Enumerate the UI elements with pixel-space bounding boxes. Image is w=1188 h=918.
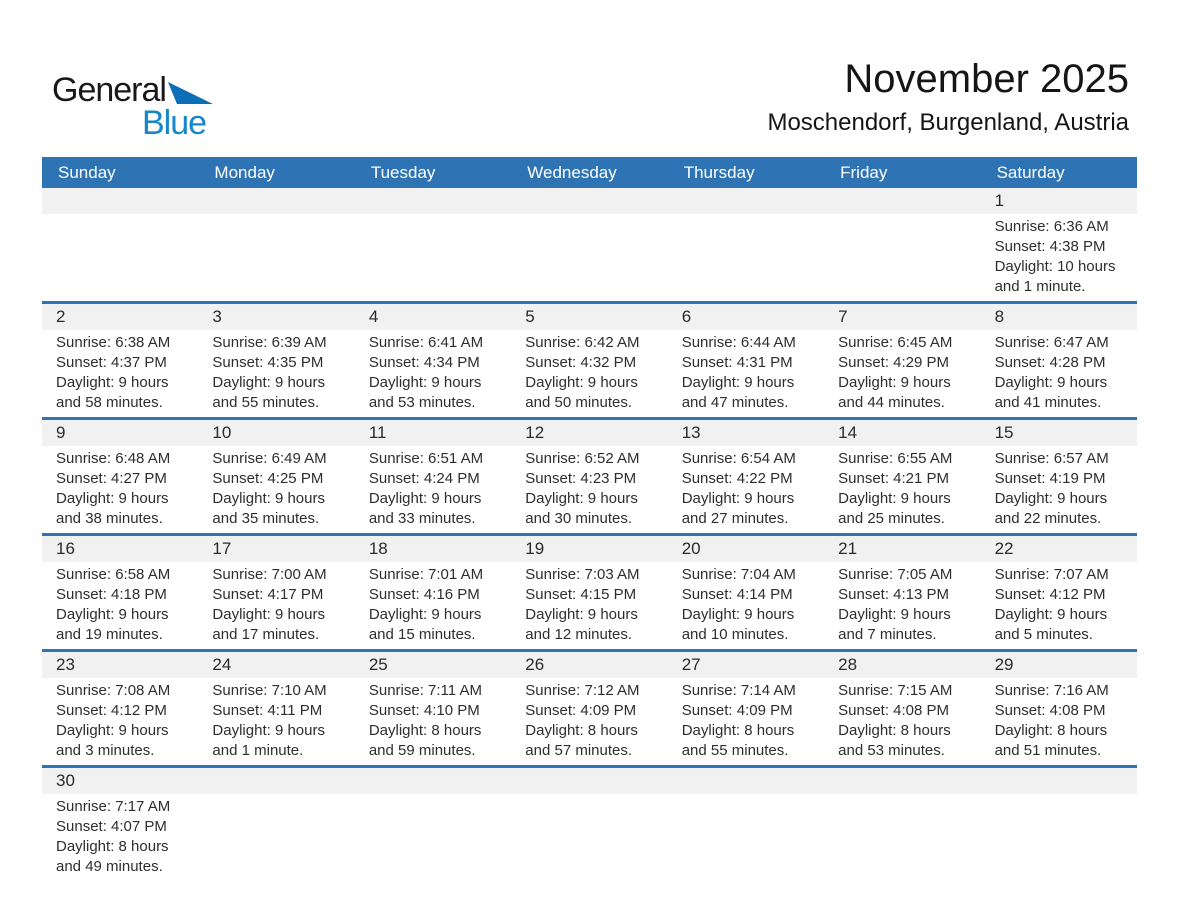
calendar-day-cell-24	[198, 652, 354, 765]
day-details	[198, 330, 354, 417]
day-info-line: Daylight: 9 hours	[212, 490, 325, 507]
day-details	[668, 330, 824, 417]
day-number	[355, 768, 511, 794]
day-info-line: and 50 minutes.	[525, 394, 633, 411]
day-info-line: Sunset: 4:37 PM	[56, 354, 167, 371]
calendar-empty-cell	[511, 188, 667, 301]
day-info-line: and 5 minutes.	[994, 626, 1093, 643]
day-number: 6	[668, 304, 824, 330]
day-info-line: Daylight: 8 hours	[681, 722, 795, 739]
day-info-line: Sunset: 4:17 PM	[212, 586, 324, 603]
day-details	[824, 446, 980, 533]
calendar-day-cell-27	[668, 652, 824, 765]
day-details	[824, 214, 980, 291]
day-info-line: and 35 minutes.	[212, 510, 320, 527]
day-info-line: Sunrise: 7:05 AM	[838, 566, 953, 583]
calendar-day-cell-17	[198, 536, 354, 649]
calendar-day-cell-11	[355, 420, 511, 533]
calendar-empty-cell	[668, 768, 824, 891]
day-number	[511, 188, 667, 214]
calendar-day-cell-13	[668, 420, 824, 533]
calendar-empty-cell	[824, 768, 980, 891]
day-info-line: Sunset: 4:09 PM	[681, 702, 793, 719]
calendar-day-cell-21	[824, 536, 980, 649]
weekday-header-wednesday: Wednesday	[527, 162, 617, 182]
day-info-line: and 17 minutes.	[212, 626, 320, 643]
day-info-line: Sunrise: 6:52 AM	[525, 450, 640, 467]
day-details	[355, 446, 511, 533]
weekday-header-saturday: Saturday	[996, 162, 1065, 182]
day-info-line: Daylight: 9 hours	[681, 374, 795, 391]
day-info-line: Daylight: 9 hours	[212, 374, 325, 391]
day-number: 3	[198, 304, 354, 330]
day-details	[981, 214, 1137, 301]
day-info-line: Daylight: 9 hours	[525, 374, 638, 391]
day-info-line: Sunset: 4:15 PM	[525, 586, 637, 603]
day-info-line: Sunset: 4:16 PM	[368, 586, 480, 603]
day-details	[511, 446, 667, 533]
calendar-day-cell-18	[355, 536, 511, 649]
day-info-line: Daylight: 8 hours	[525, 722, 638, 739]
day-info-line: and 38 minutes.	[56, 510, 163, 527]
calendar-day-cell-10	[198, 420, 354, 533]
day-details	[355, 678, 511, 765]
calendar-day-cell-30	[42, 768, 198, 891]
day-number: 24	[198, 652, 354, 678]
calendar-day-cell-22	[981, 536, 1137, 649]
day-number	[355, 188, 511, 214]
day-info-line: and 15 minutes.	[368, 626, 476, 643]
weekday-header-monday: Monday	[214, 162, 275, 182]
day-details	[198, 214, 354, 291]
day-info-line: Sunrise: 6:47 AM	[994, 334, 1109, 351]
day-number	[824, 188, 980, 214]
day-info-line: Sunset: 4:12 PM	[994, 586, 1106, 603]
day-info-line: Sunset: 4:27 PM	[56, 470, 167, 487]
calendar-empty-cell	[198, 188, 354, 301]
day-number	[511, 768, 667, 794]
day-info-line: Daylight: 9 hours	[56, 374, 169, 391]
day-info-line: Daylight: 9 hours	[838, 490, 951, 507]
day-details	[511, 330, 667, 417]
day-info-line: Sunset: 4:35 PM	[212, 354, 324, 371]
calendar-day-cell-1	[981, 188, 1137, 301]
day-info-line: Sunrise: 7:10 AM	[212, 682, 327, 699]
weekday-header-tuesday: Tuesday	[370, 162, 436, 182]
day-number: 9	[42, 420, 198, 446]
day-info-line: Sunset: 4:11 PM	[212, 702, 323, 719]
calendar-day-cell-15	[981, 420, 1137, 533]
page-subtitle: Moschendorf, Burgenland, Austria	[767, 109, 1129, 136]
calendar-day-cell-29	[981, 652, 1137, 765]
day-details	[511, 794, 667, 891]
calendar-week-row-5	[42, 649, 1137, 765]
day-details	[42, 562, 198, 649]
calendar-day-cell-8	[981, 304, 1137, 417]
day-number: 14	[824, 420, 980, 446]
day-info-line: Sunset: 4:10 PM	[368, 702, 480, 719]
calendar-week-row-1	[42, 188, 1137, 301]
calendar-week-row-6	[42, 765, 1137, 891]
day-number: 12	[511, 420, 667, 446]
day-info-line: and 47 minutes.	[681, 394, 789, 411]
day-info-line: and 3 minutes.	[56, 742, 155, 759]
day-details	[198, 794, 354, 891]
day-details	[824, 330, 980, 417]
day-info-line: Daylight: 9 hours	[56, 722, 169, 739]
day-info-line: and 57 minutes.	[525, 742, 633, 759]
day-info-line: Sunset: 4:31 PM	[681, 354, 793, 371]
day-details	[824, 794, 980, 891]
day-details	[981, 794, 1137, 891]
day-info-line: Daylight: 9 hours	[994, 606, 1108, 623]
day-info-line: Sunset: 4:23 PM	[525, 470, 637, 487]
day-number: 4	[355, 304, 511, 330]
day-info-line: Sunrise: 7:17 AM	[56, 798, 171, 815]
day-info-line: Daylight: 9 hours	[838, 606, 951, 623]
day-info-line: Sunset: 4:38 PM	[994, 238, 1106, 255]
day-number: 28	[824, 652, 980, 678]
calendar-table	[42, 157, 1137, 891]
day-info-line: Sunrise: 6:49 AM	[212, 450, 327, 467]
day-info-line: Sunrise: 7:12 AM	[525, 682, 640, 699]
day-info-line: Daylight: 9 hours	[681, 490, 795, 507]
logo-text-blue: Blue	[142, 104, 207, 142]
day-info-line: Sunrise: 7:16 AM	[994, 682, 1109, 699]
day-info-line: Sunset: 4:32 PM	[525, 354, 637, 371]
day-details	[42, 678, 198, 765]
day-number: 13	[668, 420, 824, 446]
day-info-line: and 27 minutes.	[681, 510, 789, 527]
day-number: 23	[42, 652, 198, 678]
day-details	[511, 214, 667, 291]
day-details	[668, 678, 824, 765]
day-number: 15	[981, 420, 1137, 446]
calendar-day-cell-3	[198, 304, 354, 417]
day-number: 22	[981, 536, 1137, 562]
day-info-line: Sunrise: 6:48 AM	[56, 450, 171, 467]
calendar-day-cell-12	[511, 420, 667, 533]
calendar-weeks	[42, 188, 1137, 891]
day-number	[198, 188, 354, 214]
day-info-line: and 51 minutes.	[994, 742, 1102, 759]
day-number: 25	[355, 652, 511, 678]
calendar-empty-cell	[42, 188, 198, 301]
day-info-line: and 30 minutes.	[525, 510, 633, 527]
calendar-day-cell-2	[42, 304, 198, 417]
day-number: 1	[981, 188, 1137, 214]
calendar-empty-cell	[824, 188, 980, 301]
page-title: November 2025	[844, 57, 1129, 101]
day-info-line: Daylight: 9 hours	[994, 374, 1108, 391]
day-info-line: and 53 minutes.	[838, 742, 945, 759]
day-info-line: Daylight: 9 hours	[56, 490, 169, 507]
day-info-line: Sunrise: 7:00 AM	[212, 566, 327, 583]
day-info-line: Daylight: 8 hours	[368, 722, 482, 739]
day-number: 10	[198, 420, 354, 446]
day-info-line: Daylight: 9 hours	[525, 606, 638, 623]
day-info-line: Daylight: 9 hours	[368, 374, 482, 391]
day-number	[668, 768, 824, 794]
calendar-day-cell-28	[824, 652, 980, 765]
day-info-line: Sunrise: 7:03 AM	[525, 566, 640, 583]
day-details	[355, 562, 511, 649]
day-info-line: Daylight: 9 hours	[212, 606, 325, 623]
day-info-line: Sunrise: 7:11 AM	[368, 682, 482, 699]
day-info-line: Sunrise: 6:42 AM	[525, 334, 640, 351]
day-info-line: Daylight: 9 hours	[368, 490, 482, 507]
day-details	[42, 794, 198, 891]
day-number: 7	[824, 304, 980, 330]
weekday-header-friday: Friday	[840, 162, 888, 182]
calendar-empty-cell	[355, 768, 511, 891]
day-info-line: and 55 minutes.	[681, 742, 789, 759]
day-info-line: Sunrise: 6:36 AM	[994, 218, 1109, 235]
calendar-day-cell-4	[355, 304, 511, 417]
day-info-line: and 53 minutes.	[368, 394, 476, 411]
day-number: 26	[511, 652, 667, 678]
day-info-line: Daylight: 8 hours	[838, 722, 951, 739]
day-number: 8	[981, 304, 1137, 330]
calendar-day-cell-26	[511, 652, 667, 765]
day-info-line: Sunrise: 7:08 AM	[56, 682, 171, 699]
day-number: 27	[668, 652, 824, 678]
day-info-line: Sunrise: 7:01 AM	[368, 566, 484, 583]
day-number: 19	[511, 536, 667, 562]
day-info-line: Daylight: 9 hours	[994, 490, 1108, 507]
day-number	[824, 768, 980, 794]
day-info-line: Sunset: 4:25 PM	[212, 470, 324, 487]
calendar-day-cell-14	[824, 420, 980, 533]
day-info-line: and 22 minutes.	[994, 510, 1102, 527]
day-info-line: and 25 minutes.	[838, 510, 945, 527]
day-details	[42, 330, 198, 417]
day-info-line: Sunrise: 6:45 AM	[838, 334, 953, 351]
day-number	[42, 188, 198, 214]
day-info-line: Sunrise: 6:58 AM	[56, 566, 171, 583]
day-info-line: Sunrise: 7:04 AM	[681, 566, 796, 583]
calendar-empty-cell	[511, 768, 667, 891]
calendar-day-cell-16	[42, 536, 198, 649]
day-details	[198, 562, 354, 649]
day-info-line: Sunset: 4:19 PM	[994, 470, 1106, 487]
weekday-header-sunday: Sunday	[58, 162, 116, 182]
day-number: 16	[42, 536, 198, 562]
day-info-line: Sunset: 4:34 PM	[368, 354, 480, 371]
weekday-header-thursday: Thursday	[683, 162, 755, 182]
day-info-line: Sunset: 4:21 PM	[838, 470, 950, 487]
day-info-line: and 55 minutes.	[212, 394, 320, 411]
day-number: 5	[511, 304, 667, 330]
day-info-line: Sunset: 4:24 PM	[368, 470, 480, 487]
calendar-day-cell-5	[511, 304, 667, 417]
day-details	[198, 446, 354, 533]
day-info-line: and 59 minutes.	[368, 742, 476, 759]
day-info-line: Sunset: 4:28 PM	[994, 354, 1106, 371]
logo-text-general: General	[52, 71, 166, 109]
day-number: 30	[42, 768, 198, 794]
day-info-line: and 10 minutes.	[681, 626, 789, 643]
day-details	[355, 330, 511, 417]
calendar-empty-cell	[355, 188, 511, 301]
day-info-line: Daylight: 9 hours	[525, 490, 638, 507]
day-info-line: Sunrise: 6:39 AM	[212, 334, 327, 351]
day-info-line: Daylight: 9 hours	[838, 374, 951, 391]
day-details	[668, 446, 824, 533]
day-details	[981, 678, 1137, 765]
calendar-day-cell-25	[355, 652, 511, 765]
day-number: 18	[355, 536, 511, 562]
day-info-line: Sunrise: 7:15 AM	[838, 682, 953, 699]
day-info-line: Sunset: 4:08 PM	[838, 702, 950, 719]
day-info-line: Daylight: 8 hours	[56, 838, 169, 855]
day-details	[511, 678, 667, 765]
day-info-line: Daylight: 8 hours	[994, 722, 1108, 739]
day-info-line: Daylight: 9 hours	[212, 722, 325, 739]
calendar-empty-cell	[668, 188, 824, 301]
day-info-line: Sunset: 4:08 PM	[994, 702, 1106, 719]
day-details	[198, 678, 354, 765]
day-info-line: Sunset: 4:22 PM	[681, 470, 793, 487]
day-info-line: Sunrise: 7:07 AM	[994, 566, 1109, 583]
day-info-line: Sunset: 4:14 PM	[681, 586, 793, 603]
calendar-week-row-3	[42, 417, 1137, 533]
calendar-day-cell-19	[511, 536, 667, 649]
day-info-line: Sunset: 4:13 PM	[838, 586, 950, 603]
day-info-line: Daylight: 9 hours	[56, 606, 169, 623]
day-info-line: Sunrise: 6:38 AM	[56, 334, 171, 351]
day-details	[668, 562, 824, 649]
day-info-line: Sunrise: 6:55 AM	[838, 450, 953, 467]
day-info-line: and 58 minutes.	[56, 394, 163, 411]
day-info-line: and 19 minutes.	[56, 626, 163, 643]
day-info-line: Daylight: 9 hours	[368, 606, 482, 623]
day-info-line: and 7 minutes.	[838, 626, 937, 643]
weekday-header-row	[42, 157, 1137, 188]
day-info-line: Sunrise: 6:44 AM	[681, 334, 796, 351]
day-number: 11	[355, 420, 511, 446]
day-info-line: Sunset: 4:07 PM	[56, 818, 167, 835]
day-info-line: and 44 minutes.	[838, 394, 945, 411]
day-details	[42, 446, 198, 533]
day-info-line: Sunrise: 6:54 AM	[681, 450, 796, 467]
day-info-line: Sunrise: 7:14 AM	[681, 682, 796, 699]
calendar-empty-cell	[198, 768, 354, 891]
calendar-week-row-2	[42, 301, 1137, 417]
day-info-line: Sunrise: 6:57 AM	[994, 450, 1109, 467]
general-blue-logo	[52, 71, 213, 142]
day-number: 29	[981, 652, 1137, 678]
day-info-line: Daylight: 10 hours	[994, 258, 1116, 275]
calendar-day-cell-7	[824, 304, 980, 417]
day-number	[668, 188, 824, 214]
day-details	[981, 446, 1137, 533]
calendar-day-cell-6	[668, 304, 824, 417]
day-info-line: Sunrise: 6:51 AM	[368, 450, 484, 467]
day-info-line: and 33 minutes.	[368, 510, 476, 527]
day-details	[355, 794, 511, 891]
day-info-line: and 1 minute.	[212, 742, 304, 759]
day-info-line: Sunset: 4:12 PM	[56, 702, 167, 719]
title-block	[767, 56, 1129, 138]
day-number: 17	[198, 536, 354, 562]
day-details	[355, 214, 511, 291]
day-details	[668, 214, 824, 291]
day-details	[824, 562, 980, 649]
calendar-day-cell-23	[42, 652, 198, 765]
day-info-line: and 1 minute.	[994, 278, 1086, 295]
day-info-line: Sunset: 4:29 PM	[838, 354, 950, 371]
day-details	[511, 562, 667, 649]
day-details	[42, 214, 198, 291]
day-details	[668, 794, 824, 891]
day-details	[824, 678, 980, 765]
day-details	[981, 562, 1137, 649]
calendar-day-cell-20	[668, 536, 824, 649]
day-info-line: Daylight: 9 hours	[681, 606, 795, 623]
day-number: 21	[824, 536, 980, 562]
day-info-line: Sunrise: 6:41 AM	[368, 334, 484, 351]
day-details	[981, 330, 1137, 417]
day-info-line: Sunset: 4:09 PM	[525, 702, 637, 719]
day-info-line: and 12 minutes.	[525, 626, 633, 643]
day-info-line: and 41 minutes.	[994, 394, 1102, 411]
day-number: 20	[668, 536, 824, 562]
calendar-day-cell-9	[42, 420, 198, 533]
logo-triangle-icon	[168, 82, 213, 104]
day-number	[198, 768, 354, 794]
day-number: 2	[42, 304, 198, 330]
calendar-week-row-4	[42, 533, 1137, 649]
day-info-line: and 49 minutes.	[56, 858, 163, 875]
day-number	[981, 768, 1137, 794]
day-info-line: Sunset: 4:18 PM	[56, 586, 167, 603]
calendar-empty-cell	[981, 768, 1137, 891]
